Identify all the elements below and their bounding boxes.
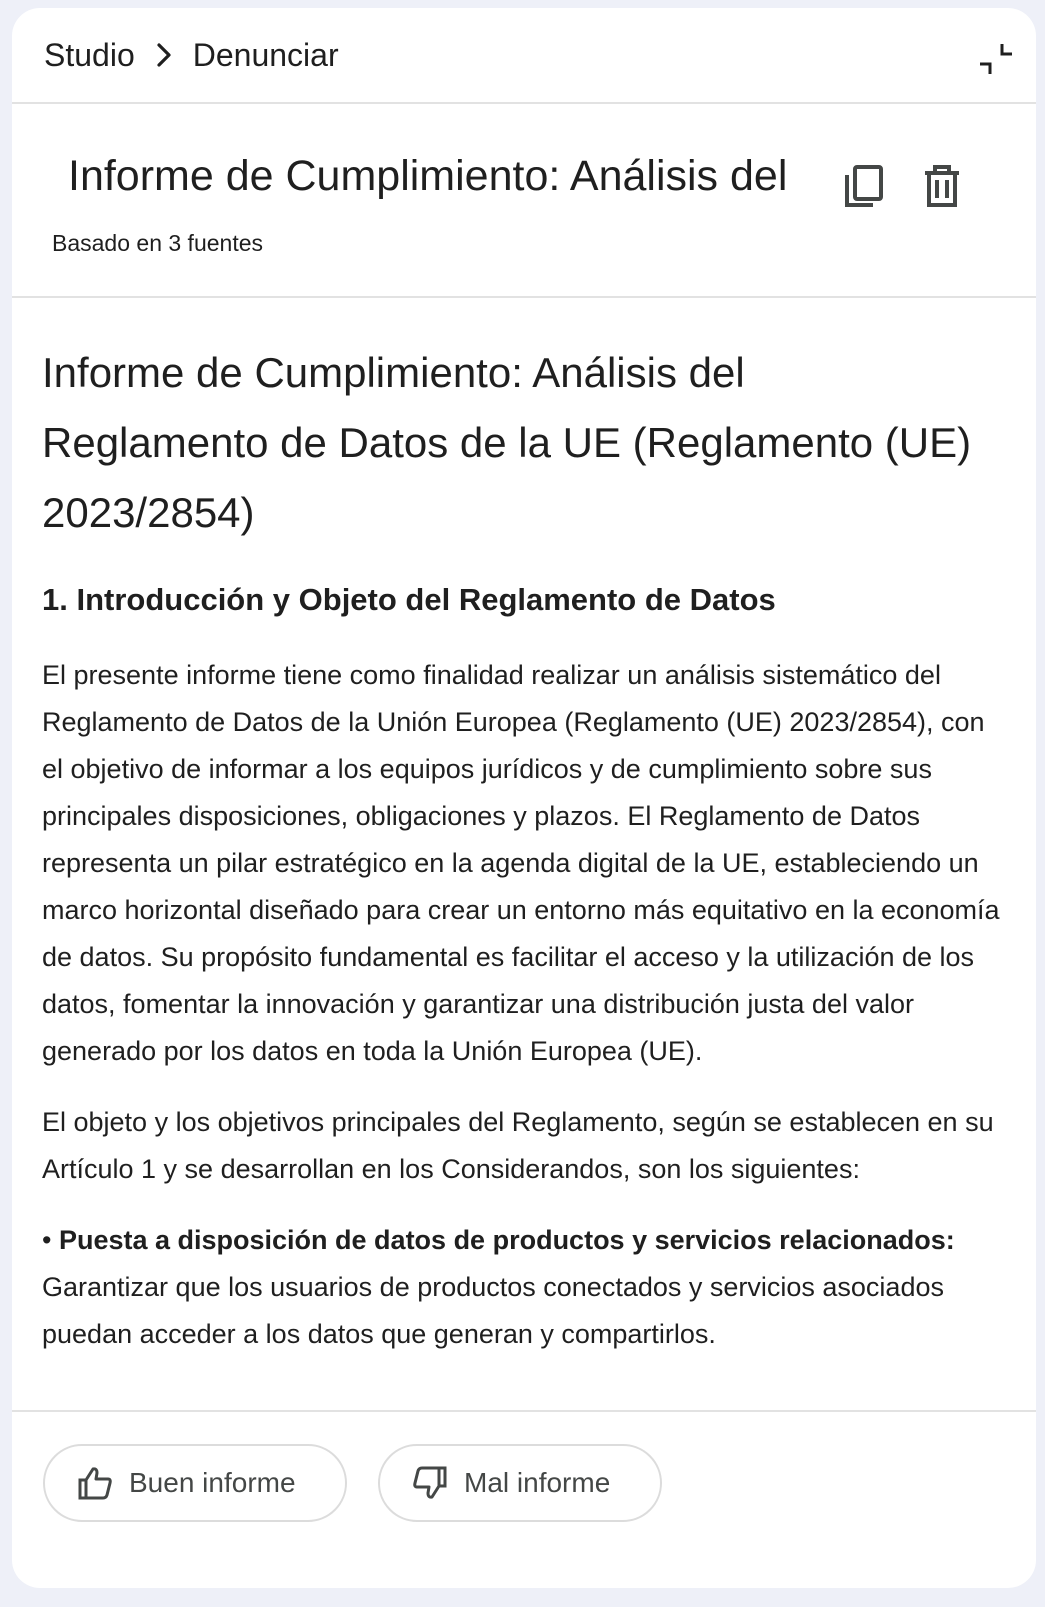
report-content xyxy=(42,338,1002,1358)
report-panel xyxy=(12,8,1036,1588)
collapse-icon[interactable] xyxy=(978,42,1014,78)
thumb-down-icon xyxy=(412,1465,448,1501)
bullet-bold-lead: Puesta a disposición de datos de productos y servicios relacionados: xyxy=(58,1225,955,1255)
bullet-item xyxy=(42,1217,1002,1358)
breadcrumb xyxy=(12,8,1036,104)
document-title-line: Reglamento de Datos de la UE (Reglamento (UE) xyxy=(42,419,972,466)
section-heading: 1. Introducción y Objeto del Reglamento de Datos xyxy=(42,582,776,617)
trash-icon[interactable] xyxy=(920,164,964,208)
note-header xyxy=(12,104,1036,298)
sources-count[interactable]: Basado en 3 fuentes xyxy=(52,230,263,256)
document-title-line: Informe de Cumplimiento: Análisis del xyxy=(42,349,745,396)
breadcrumb-studio[interactable]: Studio xyxy=(44,36,135,73)
thumb-up-icon xyxy=(77,1465,113,1501)
document-title xyxy=(42,338,1002,548)
note-title: Informe de Cumplimiento: Análisis del xyxy=(68,152,788,200)
bad-report-label: Mal informe xyxy=(464,1467,611,1498)
bullet-marker: • xyxy=(42,1225,52,1255)
good-report-label: Buen informe xyxy=(129,1467,296,1498)
feedback-bar xyxy=(12,1410,1036,1588)
bullet-text: Garantizar que los usuarios de productos conectados y servicios asociados puedan acceder a los datos que generan y compartirlos. xyxy=(42,1272,944,1349)
good-report-button[interactable] xyxy=(43,1444,347,1522)
document-title-line: 2023/2854) xyxy=(42,489,255,536)
paragraph: El presente informe tiene como finalidad realizar un análisis sistemático del Reglamento de Datos de la Unión Europea (Reglamento (UE) 2023/2854), con el objetivo de informar a los equipos jurídicos y de cumplimiento sobre sus principales disposiciones, obligaciones y plazos. El Reglamento de Datos representa un pilar estratégico en la agenda digital de la UE, estableciendo un marco horizontal diseñado para crear un entorno más equitativo en la economía de datos. Su propósito fundamental es facilitar el acceso y la utilización de los datos, fomentar la innovación y garantizar una distribución justa del valor generado por los datos en toda la Unión Europea (UE). xyxy=(42,660,1000,1066)
breadcrumb-current: Denunciar xyxy=(192,36,339,73)
copy-icon[interactable] xyxy=(842,164,886,208)
paragraph: El objeto y los objetivos principales del Reglamento, según se establecen en su Artículo 1 y se desarrollan en los Considerandos, son los siguientes: xyxy=(42,1107,994,1184)
bad-report-button[interactable] xyxy=(378,1444,662,1522)
chevron-right-icon xyxy=(147,38,181,72)
